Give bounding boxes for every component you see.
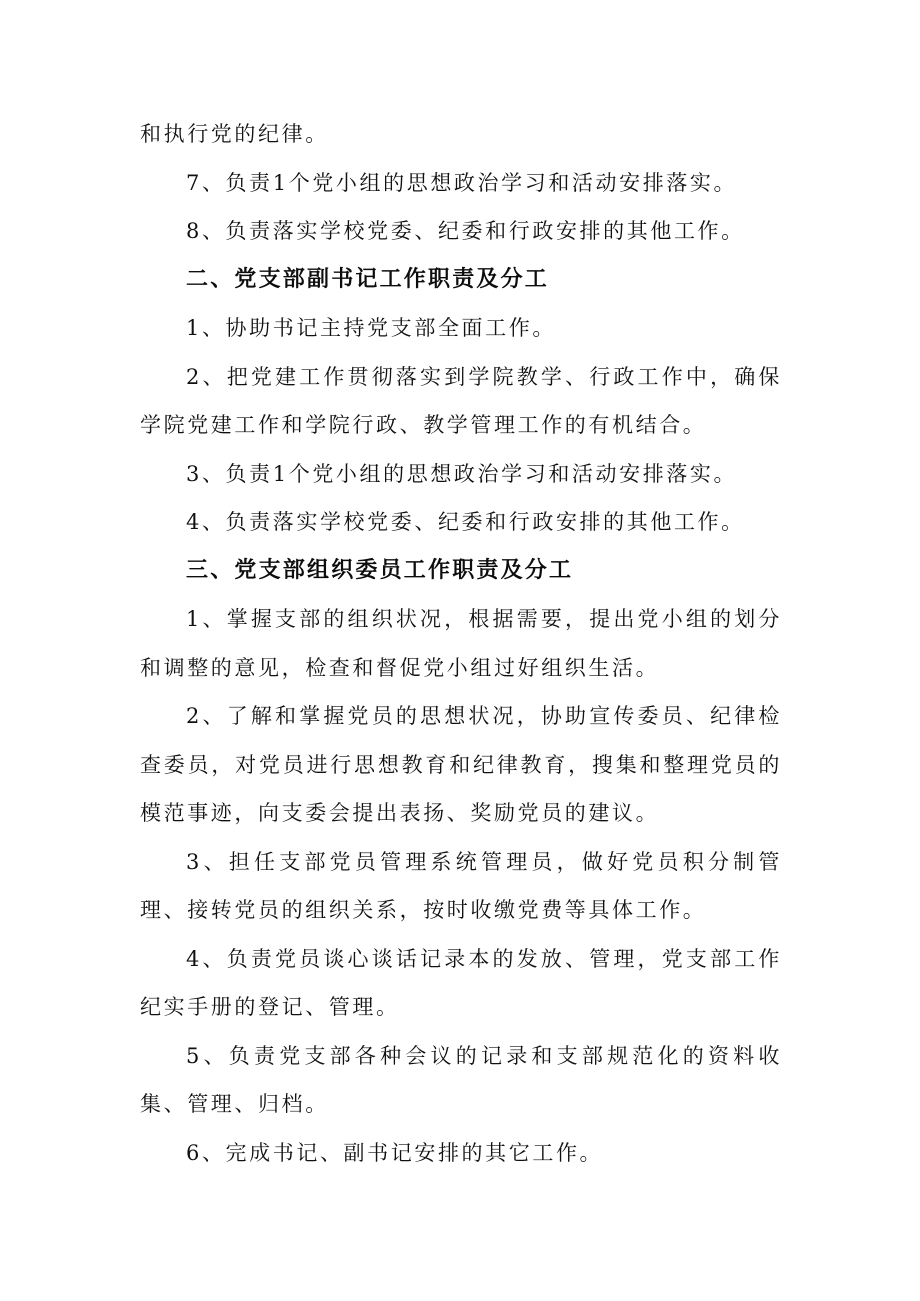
section-heading-deputy-secretary: 二、党支部副书记工作职责及分工 xyxy=(186,266,550,292)
deputy-duty-item-3: 3、负责1个党小组的思想政治学习和活动安排落实。 xyxy=(186,461,738,486)
organization-duty-item-5: 5、负责党支部各种会议的记录和支部规范化的资料收集、管理、归档。 xyxy=(140,1043,782,1116)
duty-item-7: 7、负责1个党小组的思想政治学习和活动安排落实。 xyxy=(186,170,738,195)
section-heading-organization-member: 三、党支部组织委员工作职责及分工 xyxy=(186,557,574,583)
organization-duty-item-1: 1、掌握支部的组织状况，根据需要，提出党小组的划分和调整的意见，检查和督促党小组过好组织生活。 xyxy=(140,607,782,680)
document-body xyxy=(140,110,782,1177)
deputy-duty-item-4: 4、负责落实学校党委、纪委和行政安排的其他工作。 xyxy=(186,510,745,534)
organization-duty-item-3: 3、担任支部党员管理系统管理员，做好党员积分制管理、接转党员的组织关系，按时收缴党费等具体工作。 xyxy=(140,849,782,922)
deputy-duty-item-2: 2、把党建工作贯彻落实到学院教学、行政工作中，确保学院党建工作和学院行政、教学管理工作的有机结合。 xyxy=(140,364,782,437)
continuation-paragraph: 和执行党的纪律。 xyxy=(140,122,329,146)
duty-item-8: 8、负责落实学校党委、纪委和行政安排的其他工作。 xyxy=(186,219,745,243)
organization-duty-item-6: 6、完成书记、副书记安排的其它工作。 xyxy=(186,1140,604,1165)
organization-duty-item-4: 4、负责党员谈心谈话记录本的发放、管理，党支部工作纪实手册的登记、管理。 xyxy=(140,946,782,1019)
organization-duty-item-2: 2、了解和掌握党员的思想状况，协助宣传委员、纪律检查委员，对党员进行思想教育和纪律教育，搜集和整理党员的模范事迹，向支委会提出表扬、奖励党员的建议。 xyxy=(140,704,782,825)
deputy-duty-item-1: 1、协助书记主持党支部全面工作。 xyxy=(186,316,556,340)
